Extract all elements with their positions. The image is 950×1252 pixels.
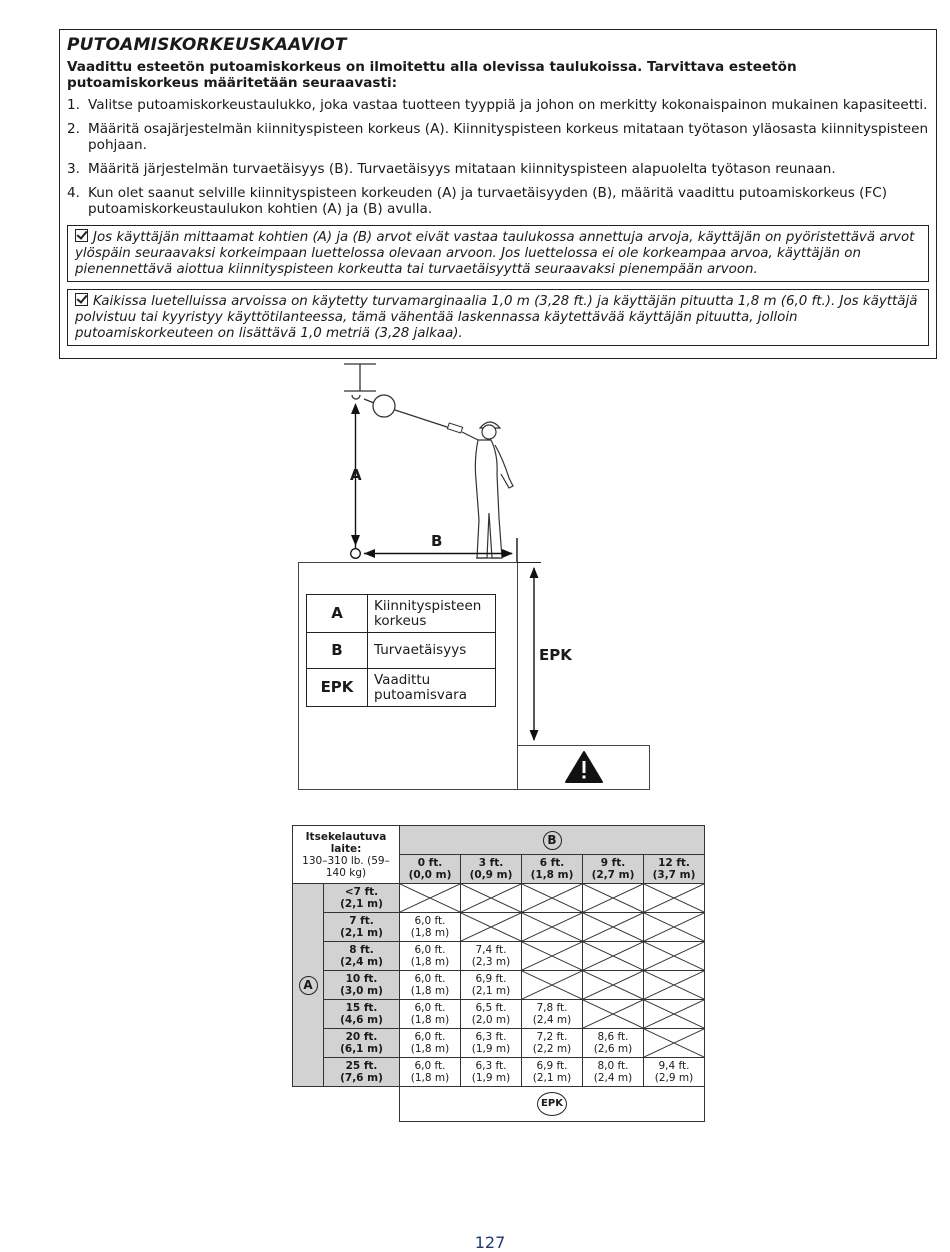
footer-spacer <box>293 1087 400 1122</box>
step-item <box>67 121 929 153</box>
row-header-ft: 25 ft. <box>345 1060 378 1072</box>
row-header <box>324 884 400 913</box>
table-body <box>293 884 705 1087</box>
table-row <box>293 913 705 942</box>
not-applicable-cell <box>522 913 583 942</box>
legend-row <box>307 633 496 669</box>
clearance-ft: 8,6 ft. <box>597 1031 629 1043</box>
column-header-ft: 6 ft. <box>539 857 565 869</box>
column-header <box>644 855 705 884</box>
clearance-ft: 7,8 ft. <box>536 1002 568 1014</box>
not-applicable-cell <box>644 884 705 913</box>
clearance-value-cell <box>400 913 461 942</box>
step-text: Kun olet saanut selville kiinnityspisteen korkeuden (A) ja turvaetäisyyden (B), määritä vaadittu putoamiskorkeus (FC) putoamiskorkeustaulukon kohtien (A) ja (B) avulla. <box>88 185 888 217</box>
checkbox-icon <box>75 229 88 242</box>
not-applicable-cell <box>522 971 583 1000</box>
row-header <box>324 1029 400 1058</box>
column-header-ft: 0 ft. <box>417 857 443 869</box>
clearance-value-cell <box>522 1058 583 1087</box>
clearance-m: (1,8 m) <box>410 1072 450 1084</box>
row-header <box>324 913 400 942</box>
clearance-m: (2,0 m) <box>471 1014 511 1026</box>
row-header-m: (7,6 m) <box>340 1072 383 1084</box>
clearance-m: (2,4 m) <box>593 1072 633 1084</box>
instructions-box <box>59 29 937 359</box>
checkbox-icon <box>75 293 88 306</box>
clearance-ft: 6,0 ft. <box>414 944 446 956</box>
column-header <box>461 855 522 884</box>
clearance-ft: 6,3 ft. <box>475 1031 507 1043</box>
page-title: PUTOAMISKORKEUSKAAVIOT <box>67 35 347 55</box>
not-applicable-cell <box>644 971 705 1000</box>
clearance-m: (2,6 m) <box>593 1043 633 1055</box>
clearance-ft: 6,0 ft. <box>414 1060 446 1072</box>
clearance-value-cell <box>400 1029 461 1058</box>
epk-footer-cell <box>400 1087 705 1122</box>
clearance-ft: 6,0 ft. <box>414 973 446 985</box>
cross-icon <box>583 971 643 999</box>
cross-icon <box>583 913 643 941</box>
srl-device-icon <box>373 395 395 417</box>
row-header <box>324 942 400 971</box>
not-applicable-cell <box>644 1029 705 1058</box>
not-applicable-cell <box>644 913 705 942</box>
step-item <box>67 185 929 217</box>
table-row <box>293 1058 705 1087</box>
not-applicable-cell <box>583 884 644 913</box>
row-header <box>324 1000 400 1029</box>
legend-row <box>307 595 496 633</box>
clearance-ft: 6,0 ft. <box>414 915 446 927</box>
column-header-m: (2,7 m) <box>591 869 635 881</box>
clearance-m: (2,1 m) <box>532 1072 572 1084</box>
column-header <box>583 855 644 884</box>
step-number: 3. <box>67 161 80 177</box>
table-footer-row <box>293 1087 705 1122</box>
clearance-ft: 6,0 ft. <box>414 1031 446 1043</box>
not-applicable-cell <box>461 913 522 942</box>
clearance-value-cell <box>461 1000 522 1029</box>
label-a: A <box>350 466 362 484</box>
arrow-down-icon <box>351 535 360 546</box>
not-applicable-cell <box>522 942 583 971</box>
cross-icon <box>644 971 704 999</box>
arrow-down-icon <box>530 730 539 741</box>
clearance-value-cell <box>583 1058 644 1087</box>
step-text: Määritä järjestelmän turvaetäisyys (B). Turvaetäisyys mitataan kiinnityspisteen alapuolelta työtason reunaan. <box>88 161 836 177</box>
cross-icon <box>522 971 582 999</box>
clearance-value-cell <box>522 1029 583 1058</box>
clearance-ft: 6,5 ft. <box>475 1002 507 1014</box>
legend-key: A <box>307 595 368 633</box>
legend-table <box>306 594 496 707</box>
clearance-value-cell <box>461 971 522 1000</box>
cross-icon <box>522 942 582 970</box>
not-applicable-cell <box>583 971 644 1000</box>
column-header-m: (1,8 m) <box>530 869 574 881</box>
arrow-left-icon <box>364 549 375 558</box>
anchor-point-icon <box>351 549 361 559</box>
legend-text: Turvaetäisyys <box>368 633 496 669</box>
column-header-m: (3,7 m) <box>652 869 696 881</box>
lead-paragraph: Vaadittu esteetön putoamiskorkeus on ilmoitettu alla olevissa taulukoissa. Tarvittava esteetön putoamiskorkeus määritetään seuraavasti: <box>67 59 797 91</box>
cross-icon <box>583 942 643 970</box>
clearance-ft: 7,4 ft. <box>475 944 507 956</box>
cross-icon <box>522 884 582 912</box>
anchor-beam-icon <box>344 364 376 399</box>
step-number: 4. <box>67 185 80 201</box>
step-text: Määritä osajärjestelmän kiinnityspisteen korkeus (A). Kiinnityspisteen korkeus mitataan työtason yläosasta kiinnityspisteen pohjaan. <box>88 121 929 153</box>
table-row <box>293 971 705 1000</box>
row-header <box>324 1058 400 1087</box>
column-header-m: (0,9 m) <box>469 869 513 881</box>
cross-icon <box>461 913 521 941</box>
label-b: B <box>431 532 443 550</box>
cross-icon <box>644 942 704 970</box>
note-text: Kaikissa luetelluissa arvoissa on käytetty turvamarginaalia 1,0 m (3,28 ft.) ja käyttäjän pituutta 1,8 m (6,0 ft.). Jos käyttäjä polvistuu tai kyyristyy käyttötilanteessa, tämä vähentää laskennassa käytettävää käyttäjän pituutta, jolloin putoamiskorkeuteen on lisättävä 1,0 metriä (3,28 jalkaa). <box>75 294 918 341</box>
column-header <box>522 855 583 884</box>
table-row <box>293 1000 705 1029</box>
device-header-cell <box>293 826 400 884</box>
row-header-ft: 20 ft. <box>345 1031 378 1043</box>
clearance-m: (1,9 m) <box>471 1043 511 1055</box>
a-header-cell <box>293 884 324 1087</box>
cross-icon <box>583 1000 643 1028</box>
legend-key: EPK <box>307 669 368 707</box>
clearance-ft: 6,9 ft. <box>536 1060 568 1072</box>
device-range: 130–310 lb. (59–140 kg) <box>302 854 390 879</box>
legend-text: Vaadittu putoamisvara <box>368 669 496 707</box>
row-header-m: (3,0 m) <box>340 985 383 997</box>
clearance-ft: 9,4 ft. <box>658 1060 690 1072</box>
clearance-m: (1,8 m) <box>410 1014 450 1026</box>
clearance-value-cell <box>644 1058 705 1087</box>
device-title: Itsekelautuva laite: <box>305 830 387 855</box>
clearance-ft: 8,0 ft. <box>597 1060 629 1072</box>
clearance-ft: 7,2 ft. <box>536 1031 568 1043</box>
arrow-up-icon <box>530 567 539 578</box>
clearance-value-cell <box>400 942 461 971</box>
clearance-value-cell <box>400 1000 461 1029</box>
clearance-value-cell <box>461 1029 522 1058</box>
not-applicable-cell <box>583 1000 644 1029</box>
row-header-ft: 15 ft. <box>345 1002 378 1014</box>
cross-icon <box>644 913 704 941</box>
table-header-row <box>293 826 705 855</box>
clearance-value-cell <box>400 1058 461 1087</box>
cross-icon <box>644 1029 704 1057</box>
lower-level-box <box>517 745 650 790</box>
clearance-ft: 6,0 ft. <box>414 1002 446 1014</box>
clearance-m: (1,8 m) <box>410 1043 450 1055</box>
clearance-m: (2,3 m) <box>471 956 511 968</box>
row-header-m: (6,1 m) <box>340 1043 383 1055</box>
step-item <box>67 161 929 177</box>
snap-hook-icon <box>447 423 462 433</box>
clearance-ft: 6,9 ft. <box>475 973 507 985</box>
row-header-m: (4,6 m) <box>340 1014 383 1026</box>
column-header-ft: 9 ft. <box>600 857 626 869</box>
b-header-cell <box>400 826 705 855</box>
column-header-m: (0,0 m) <box>408 869 452 881</box>
column-header <box>400 855 461 884</box>
clearance-m: (1,8 m) <box>410 927 450 939</box>
clearance-m: (1,8 m) <box>410 985 450 997</box>
not-applicable-cell <box>644 1000 705 1029</box>
row-header-ft: 10 ft. <box>345 973 378 985</box>
row-header-ft: 7 ft. <box>349 915 374 927</box>
clearance-value-cell <box>461 942 522 971</box>
note-rounding <box>67 225 929 282</box>
table-row <box>293 1029 705 1058</box>
page-number: 127 <box>474 1233 506 1252</box>
row-header <box>324 971 400 1000</box>
cross-icon <box>400 884 460 912</box>
legend-text: Kiinnityspisteen korkeus <box>368 595 496 633</box>
row-header-ft: 8 ft. <box>349 944 374 956</box>
clearance-m: (2,9 m) <box>654 1072 694 1084</box>
note-text: Jos käyttäjän mittaamat kohtien (A) ja (B) arvot eivät vastaa taulukossa annettuja arvoja, käyttäjän on pyöristettävä arvot ylöspäin seuraavaksi korkeimpaan luettelossa olevaan arvoon. Jos luettelossa ei ole korkeampaa arvoa, käyttäjän on pienennettävä aiottua kiinnityspisteen korkeutta tai turvaetäisyyttä seuraavaksi pienempään arvoon. <box>75 230 915 277</box>
cross-icon <box>583 884 643 912</box>
cross-icon <box>644 884 704 912</box>
legend-row <box>307 669 496 707</box>
fall-clearance-table <box>292 825 705 1122</box>
step-number: 2. <box>67 121 80 137</box>
row-header-m: (2,4 m) <box>340 956 383 968</box>
cross-icon <box>644 1000 704 1028</box>
b-marker: B <box>543 831 562 850</box>
not-applicable-cell <box>400 884 461 913</box>
arrow-right-icon <box>502 549 513 558</box>
clearance-value-cell <box>400 971 461 1000</box>
clearance-m: (2,4 m) <box>532 1014 572 1026</box>
column-header-ft: 12 ft. <box>658 857 690 869</box>
clearance-m: (1,8 m) <box>410 956 450 968</box>
cross-icon <box>461 884 521 912</box>
not-applicable-cell <box>583 913 644 942</box>
column-header-ft: 3 ft. <box>478 857 504 869</box>
clearance-m: (2,1 m) <box>471 985 511 997</box>
lifeline <box>395 410 450 428</box>
legend-key: B <box>307 633 368 669</box>
not-applicable-cell <box>461 884 522 913</box>
cross-icon <box>522 913 582 941</box>
not-applicable-cell <box>644 942 705 971</box>
epk-marker: EPK <box>537 1092 567 1116</box>
table-row <box>293 942 705 971</box>
steps-list <box>67 97 929 217</box>
label-epk: EPK <box>539 646 572 664</box>
row-header-m: (2,1 m) <box>340 898 383 910</box>
row-header-m: (2,1 m) <box>340 927 383 939</box>
note-margin <box>67 289 929 346</box>
row-header-ft: <7 ft. <box>344 886 379 898</box>
worker-figure-icon <box>462 422 513 558</box>
step-item <box>67 97 929 113</box>
clearance-value-cell <box>461 1058 522 1087</box>
table-row <box>293 884 705 913</box>
clearance-m: (1,9 m) <box>471 1072 511 1084</box>
arrow-up-icon <box>351 403 360 414</box>
clearance-m: (2,2 m) <box>532 1043 572 1055</box>
clearance-value-cell <box>522 1000 583 1029</box>
step-number: 1. <box>67 97 80 113</box>
clearance-ft: 6,3 ft. <box>475 1060 507 1072</box>
not-applicable-cell <box>583 942 644 971</box>
fall-clearance-illustration <box>290 360 660 800</box>
step-text: Valitse putoamiskorkeustaulukko, joka vastaa tuotteen tyyppiä ja johon on merkitty kokonaispainon mukainen kapasiteetti. <box>88 97 928 113</box>
a-marker: A <box>299 976 318 995</box>
clearance-value-cell <box>583 1029 644 1058</box>
not-applicable-cell <box>522 884 583 913</box>
